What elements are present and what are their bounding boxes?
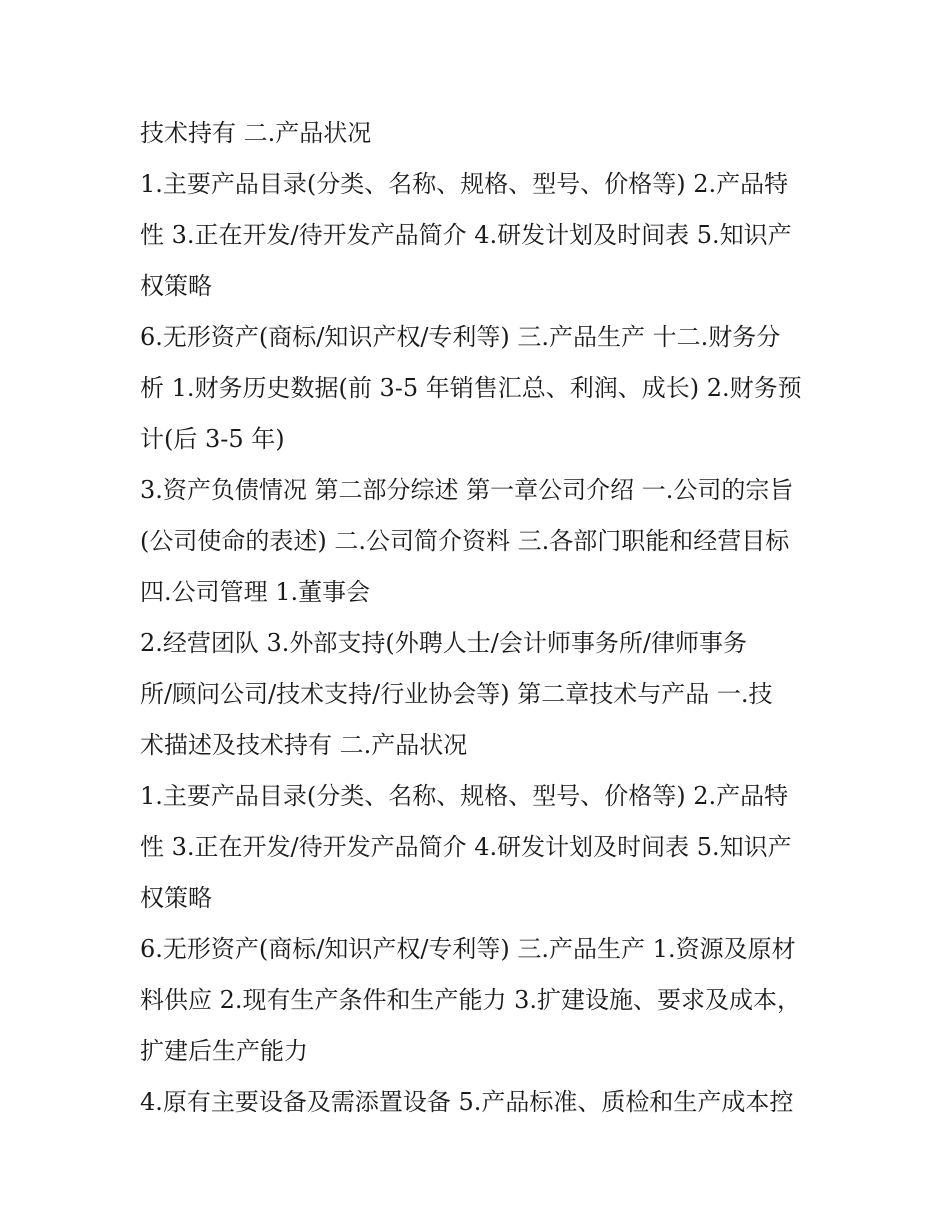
text-line: 权策略 xyxy=(140,884,212,912)
text-line: 性 3.正在开发/待开发产品简介 4.研发计划及时间表 5.知识产 xyxy=(140,221,792,249)
text-line: 料供应 2.现有生产条件和生产能力 3.扩建设施、要求及成本， xyxy=(140,986,802,1014)
text-line: 权策略 xyxy=(140,272,212,300)
text-line: 4.原有主要设备及需添置设备 5.产品标准、质检和生产成本控 xyxy=(140,1088,794,1116)
text-line: 计(后 3-5 年) xyxy=(140,425,285,453)
text-line: 6.无形资产(商标/知识产权/专利等) 三.产品生产 十二.财务分 xyxy=(140,323,781,351)
text-line: 所/顾问公司/技术支持/行业协会等) 第二章技术与产品 一.技 xyxy=(140,680,773,708)
text-line: 3.资产负债情况 第二部分综述 第一章公司介绍 一.公司的宗旨 xyxy=(140,476,794,504)
text-line: 性 3.正在开发/待开发产品简介 4.研发计划及时间表 5.知识产 xyxy=(140,833,792,861)
text-line: (公司使命的表述) 二.公司简介资料 三.各部门职能和经营目标 xyxy=(140,527,790,555)
text-line: 术描述及技术持有 二.产品状况 xyxy=(140,731,468,759)
document-page xyxy=(140,108,810,1128)
text-line: 技术持有 二.产品状况 xyxy=(140,119,372,147)
text-line: 扩建后生产能力 xyxy=(140,1037,308,1065)
text-line: 6.无形资产(商标/知识产权/专利等) 三.产品生产 1.资源及原材 xyxy=(140,935,796,963)
text-line: 1.主要产品目录(分类、名称、规格、型号、价格等) 2.产品特 xyxy=(140,782,789,810)
text-line: 四.公司管理 1.董事会 xyxy=(140,578,371,606)
text-line: 析 1.财务历史数据(前 3-5 年销售汇总、利润、成长) 2.财务预 xyxy=(140,374,802,402)
text-line: 2.经营团队 3.外部支持(外聘人士/会计师事务所/律师事务 xyxy=(140,629,747,657)
text-line: 1.主要产品目录(分类、名称、规格、型号、价格等) 2.产品特 xyxy=(140,170,789,198)
